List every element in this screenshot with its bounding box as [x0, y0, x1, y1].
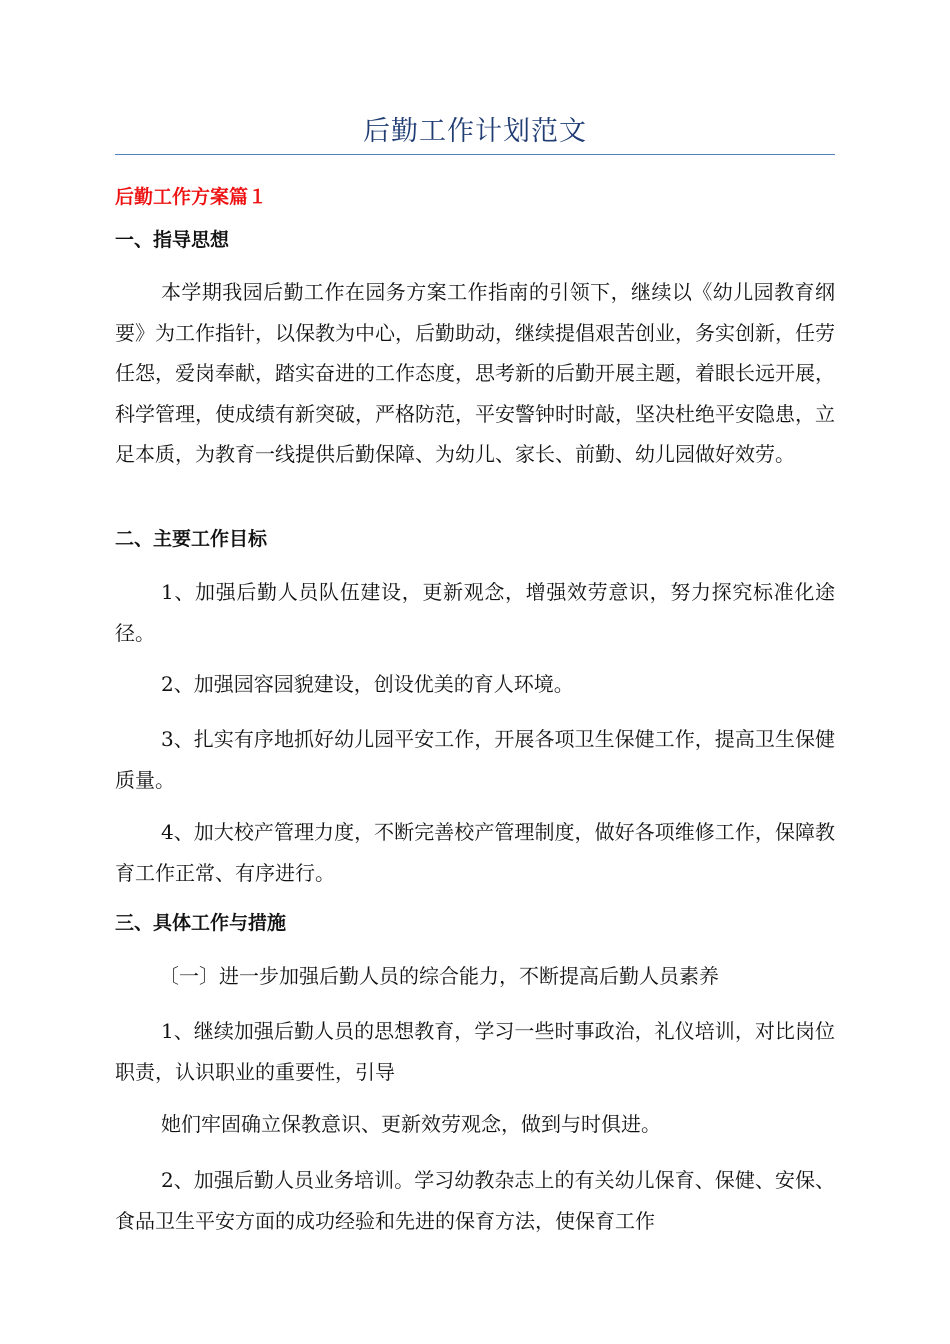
heading-main-goals: 二、主要工作目标 [115, 528, 268, 550]
title-underline [115, 154, 835, 155]
goal-item-2: 2、加强园容园貌建设，创设优美的育人环境。 [161, 672, 574, 696]
heading-guiding-ideology: 一、指导思想 [115, 229, 230, 251]
goal-item-4: 4、加大校产管理力度，不断完善校产管理制度，做好各项维修工作，保障教育工作正常、有序进行。 [115, 820, 835, 885]
paragraph-guiding-ideology: 本学期我园后勤工作在园务方案工作指南的引领下，继续以《幼儿园教育纲要》为工作指针，以保教为中心，后勤助动，继续提倡艰苦创业，务实创新，任劳任怨，爱岗奉献，踏实奋进的工作态度，思考新的后勤开展主题，着眼长远开展，科学管理，使成绩有新突破，严格防范，平安警钟时时敲，坚决杜绝平安隐患，立足本质，为教育一线提供后勤保障、为幼儿、家长、前勤、幼儿园做好效劳。 [115, 280, 835, 466]
measure-item-1: 1、继续加强后勤人员的思想教育，学习一些时事政治，礼仪培训，对比岗位职责，认识职业的重要性，引导 [115, 1019, 835, 1084]
goal-item-3: 3、扎实有序地抓好幼儿园平安工作，开展各项卫生保健工作，提高卫生保健质量。 [115, 727, 835, 792]
measures-subheading-1: 〔一〕进一步加强后勤人员的综合能力，不断提高后勤人员素养 [159, 964, 719, 988]
heading-measures: 三、具体工作与措施 [115, 912, 287, 934]
section-title: 后勤工作方案篇１ [115, 186, 268, 208]
document-title: 后勤工作计划范文 [363, 116, 587, 147]
goal-item-1: 1、加强后勤人员队伍建设，更新观念，增强效劳意识，努力探究标准化途径。 [115, 580, 835, 645]
measure-item-2: 2、加强后勤人员业务培训。学习幼教杂志上的有关幼儿保育、保健、安保、食品卫生平安方面的成功经验和先进的保育方法，使保育工作 [115, 1168, 835, 1233]
measure-item-1-continued: 她们牢固确立保教意识、更新效劳观念，做到与时俱进。 [161, 1112, 661, 1136]
